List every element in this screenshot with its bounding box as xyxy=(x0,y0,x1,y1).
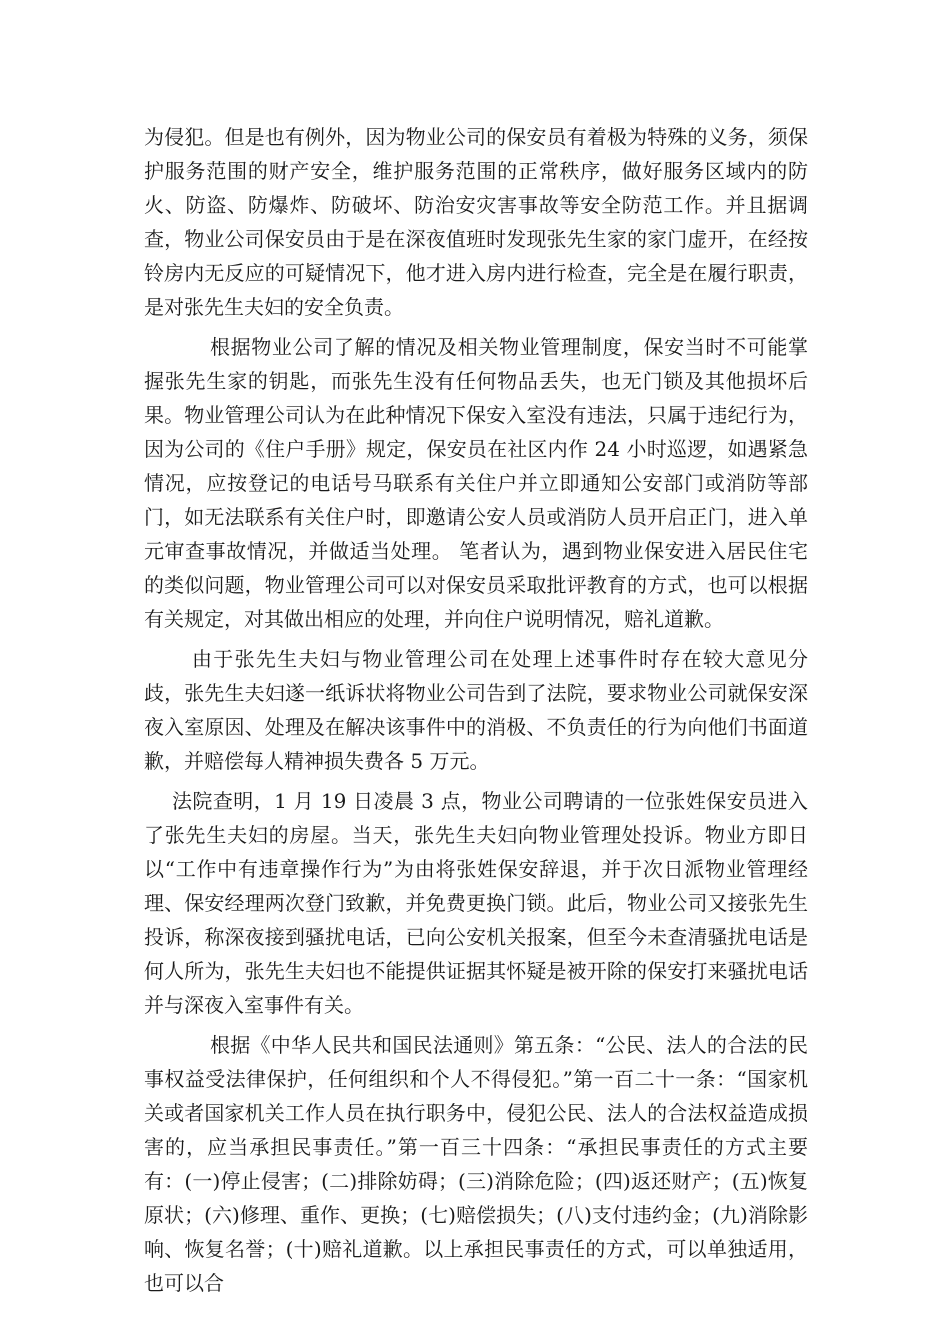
paragraph-1: 为侵犯。但是也有例外，因为物业公司的保安员有着极为特殊的义务，须保护服务范围的财产安全，维护服务范围的正常秩序，做好服务区域内的防火、防盗、防爆炸、防破坏、防治安灾害事故等安全防范工作。并且据调查，物业公司保安员由于是在深夜值班时发现张先生家的家门虚开，在经按铃房内无反应的可疑情况下，他才进入房内进行检查，完全是在履行职责，是对张先生夫妇的安全负责。 xyxy=(144,125,808,319)
paragraph-2: 根据物业公司了解的情况及相关物业管理制度，保安当时不可能掌握张先生家的钥匙，而张先生没有任何物品丢失，也无门锁及其他损坏后果。物业管理公司认为在此种情况下保安入室没有违法，只属于违纪行为，因为公司的《住户手册》规定，保安员在社区内作 24 小时巡逻，如遇紧急情况，应按登记的电话号马联系有关住户并立即通知公安部门或消防等部门，如无法联系有关住户时，即邀请公安人员或消防人员开启正门，进入单元审查事故情况，并做适当处理。 笔者认为，遇到物业保安进入居民住宅的类似问题，物业管理公司可以对保安员采取批评教育的方式，也可以根据有关规定，对其做出相应的处理，并向住户说明情况，赔礼道歉。 xyxy=(144,335,808,631)
paragraph-4: 法院查明，1 月 19 日凌晨 3 点，物业公司聘请的一位张姓保安员进入了张先生夫妇的房屋。当天，张先生夫妇向物业管理处投诉。物业方即日以“工作中有违章操作行为”为由将张姓保安辞退，并于次日派物业管理经理、保安经理两次登门致歉，并免费更换门锁。此后，物业公司又接张先生投诉，称深夜接到骚扰电话，已向公安机关报案，但至今未查清骚扰电话是何人所为，张先生夫妇也不能提供证据其怀疑是被开除的保安打来骚扰电话并与深夜入室事件有关。 xyxy=(144,789,808,1017)
paragraph-3: 由于张先生夫妇与物业管理公司在处理上述事件时存在较大意见分歧，张先生夫妇遂一纸诉状将物业公司告到了法院，要求物业公司就保安深夜入室原因、处理及在解决该事件中的消极、不负责任的行为向他们书面道歉，并赔偿每人精神损失费各 5 万元。 xyxy=(144,647,808,773)
paragraph-5: 根据《中华人民共和国民法通则》第五条：“公民、法人的合法的民事权益受法律保护，任何组织和个人不得侵犯。”第一百二十一条：“国家机关或者国家机关工作人员在执行职务中，侵犯公民、法人的合法权益造成损害的，应当承担民事责任。”第一百三十四条：“承担民事责任的方式主要有：(一)停止侵害；(二)排除妨碍；(三)消除危险；(四)返还财产；(五)恢复原状；(六)修理、重作、更换；(七)赔偿损失；(八)支付违约金；(九)消除影响、恢复名誉；(十)赔礼道歉。以上承担民事责任的方式，可以单独适用，也可以合 xyxy=(144,1033,808,1295)
document-body xyxy=(144,120,808,1306)
